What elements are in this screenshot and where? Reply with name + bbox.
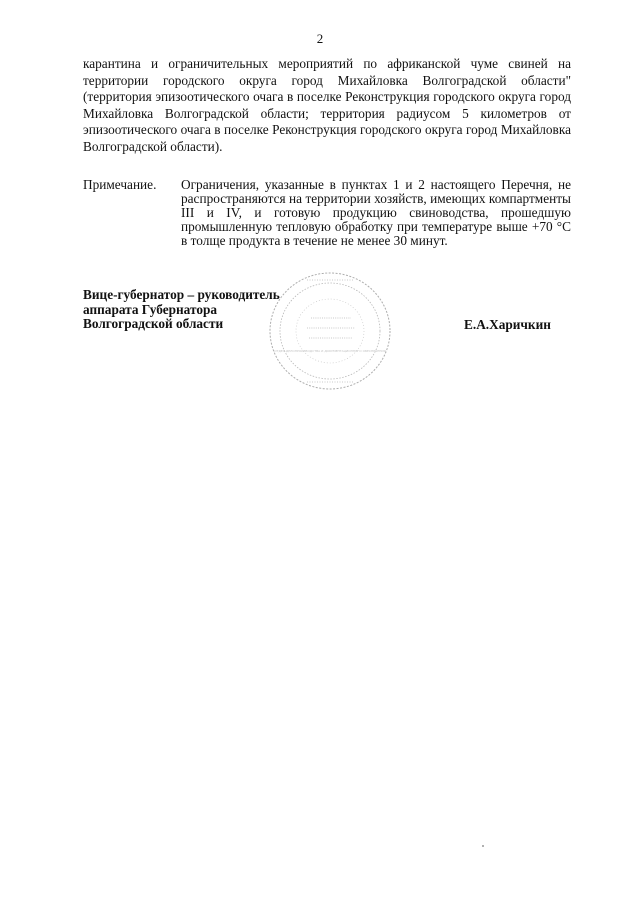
page-number: 2 — [316, 31, 324, 46]
signer-title-line1: Вице-губернатор – руководитель — [83, 287, 280, 302]
signer-name: Е.А.Харичкин — [464, 317, 551, 332]
scan-speck — [482, 845, 484, 847]
seal-text: ОТДЕЛ ДЕЛОПРОИЗВОДСТВА И ДОКУМЕНТАЦИОННОГО ОБЕСПЕЧЕНИЯ — [274, 349, 386, 353]
signer-title — [83, 288, 280, 332]
body-paragraph: карантина и ограничительных мероприятий по африканской чуме свиней на территории городского округа город Михайловка Волгоградской области" (территория эпизоотического очага в поселке Реконструкция городского округа город Михайловка Волгоградской области; территория радиусом 5 километров от эпизоотического очага в поселке Реконструкция городского округа город Михайловка Волгоградской области). — [83, 56, 571, 154]
note-text: Ограничения, указанные в пунктах 1 и 2 настоящего Перечня, не распространяются на территории хозяйств, имеющих компартменты III и IV, и готовую продукцию свиноводства, прошедшую промышленную тепловую обработку при температуре выше +70 °С в толще продукта в течение не менее 30 минут. — [181, 177, 571, 248]
signer-title-line3: Волгоградской области — [83, 316, 224, 331]
official-seal — [267, 270, 393, 392]
signer-title-line2: аппарата Губернатора — [83, 301, 218, 317]
note-label: Примечание. — [83, 177, 157, 192]
